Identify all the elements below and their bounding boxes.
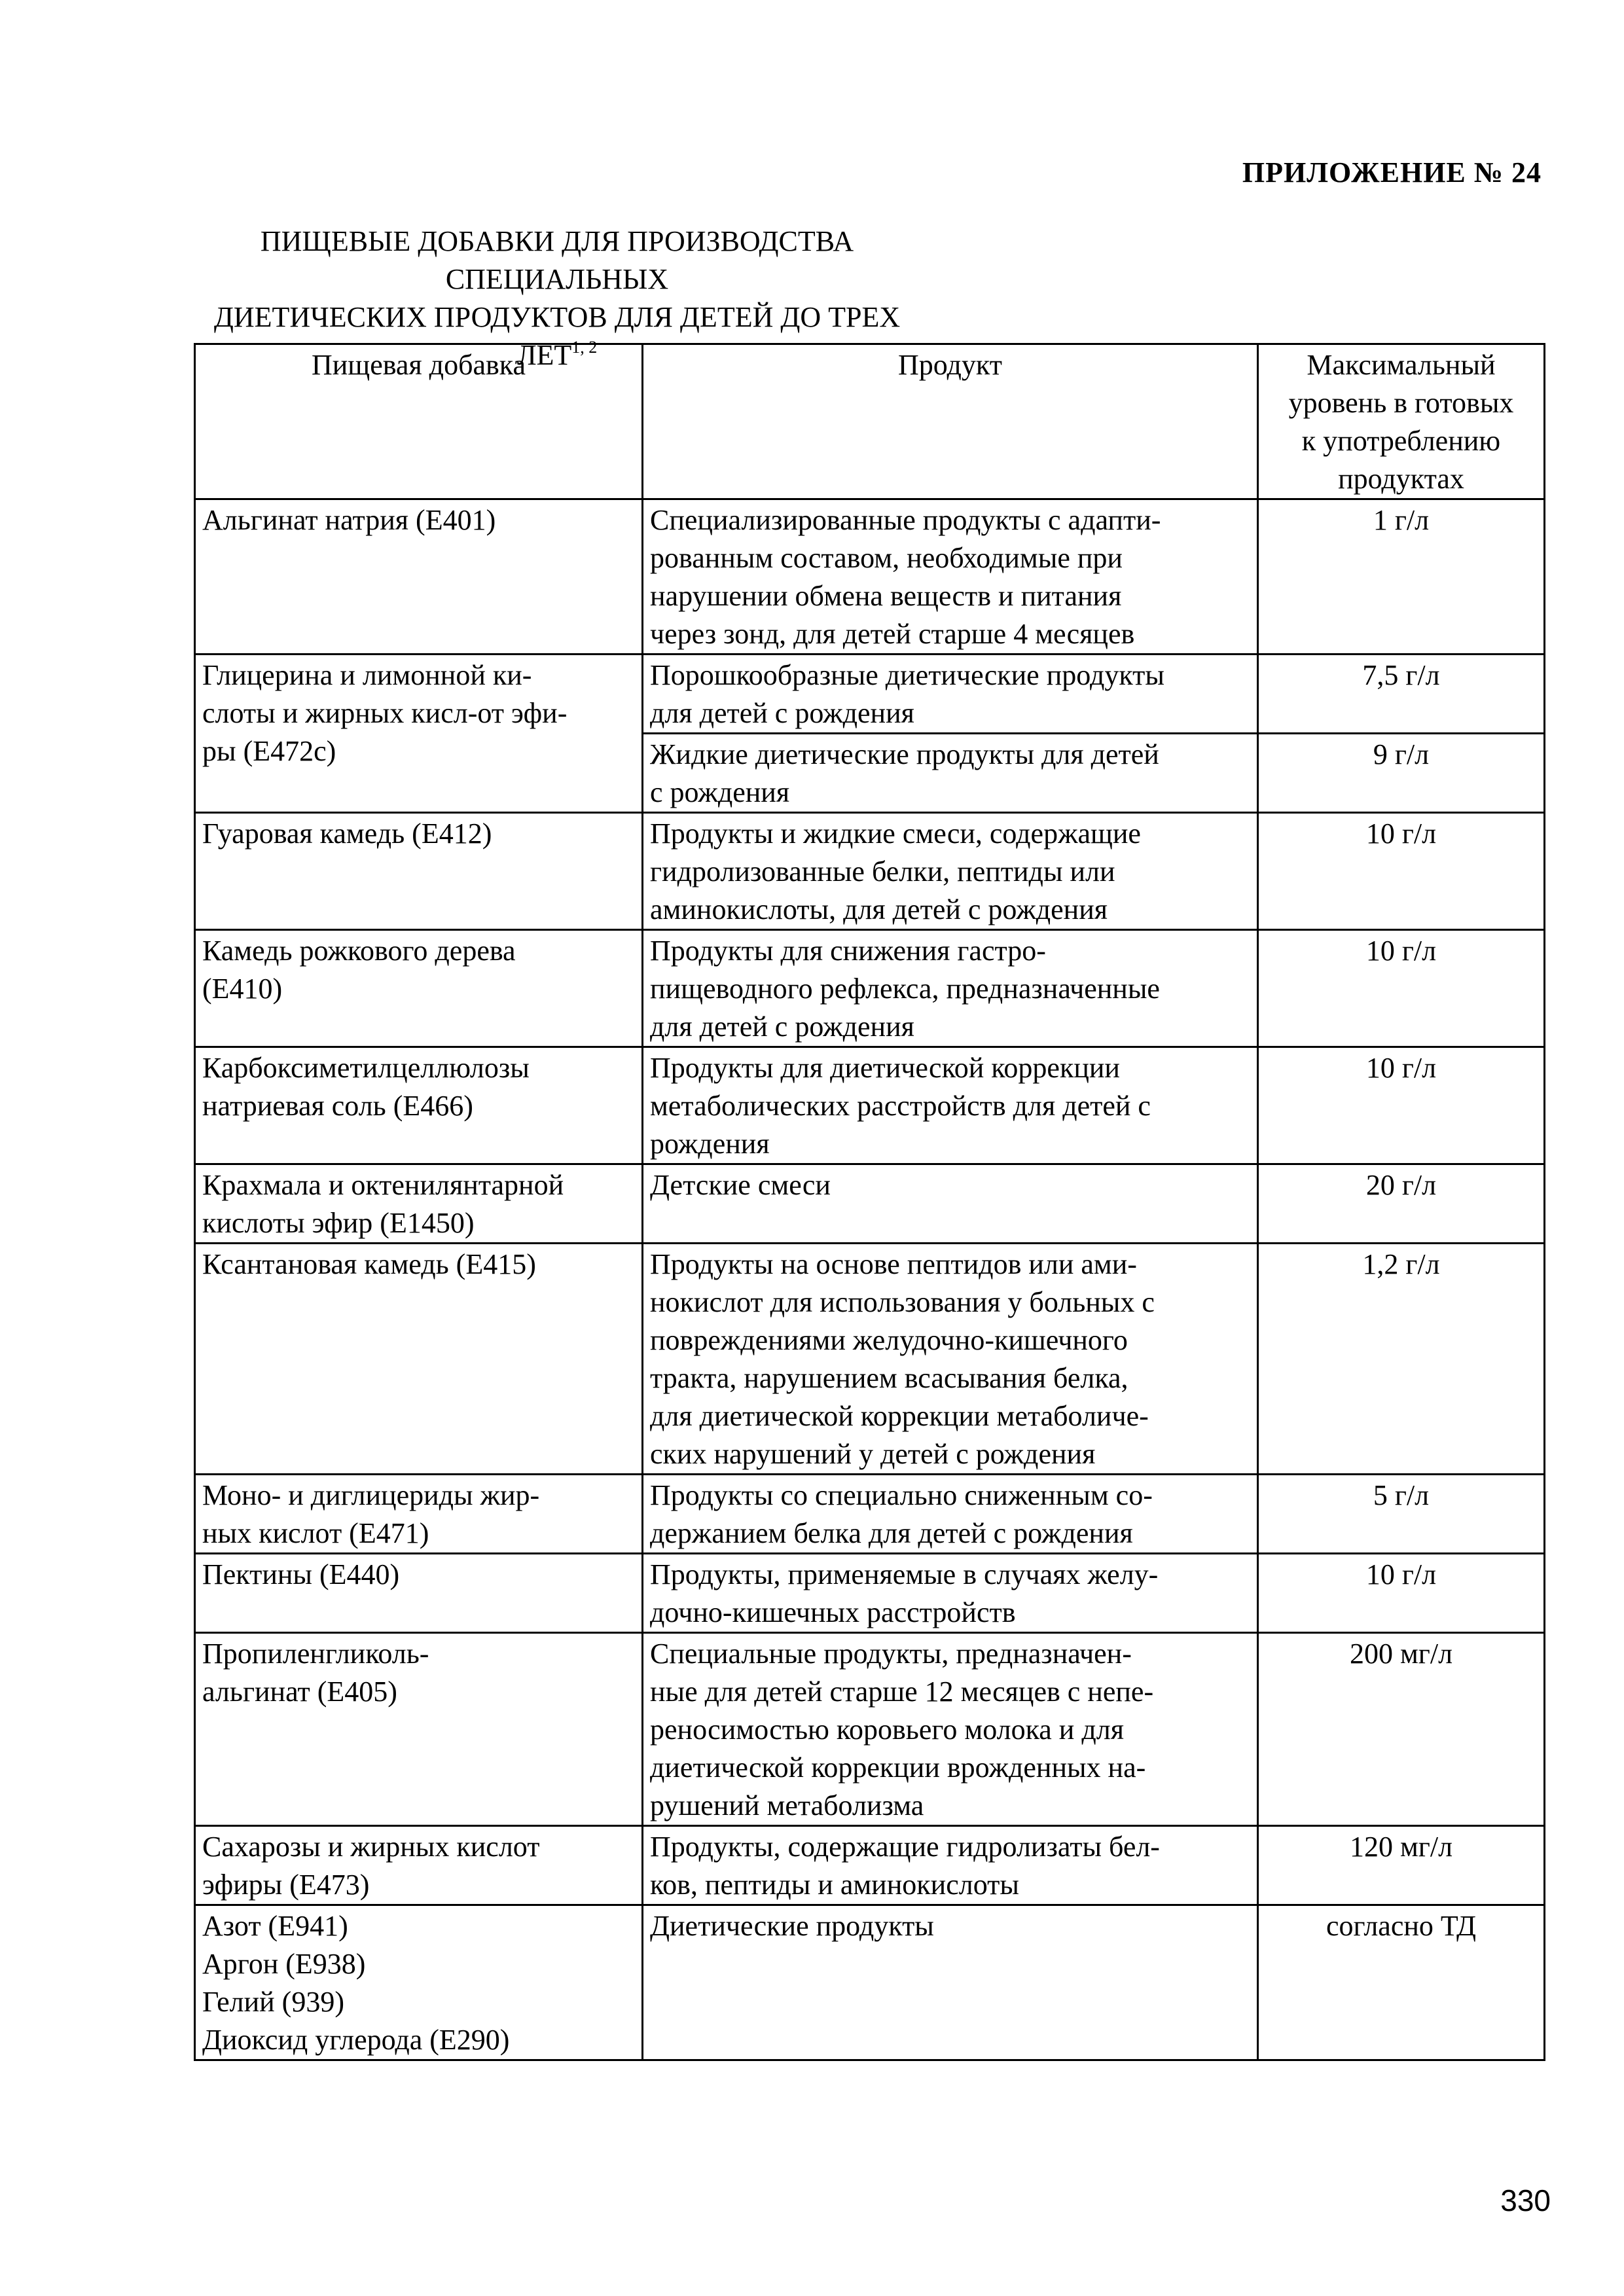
additive-cell: Пектины (Е440) <box>195 1554 643 1633</box>
level-cell: 10 г/л <box>1258 1047 1545 1164</box>
level-cell: 10 г/л <box>1258 813 1545 930</box>
product-cell: Продукты для снижения гастро- пищеводного рефлекса, предназначенные для детей с рождения <box>643 930 1258 1047</box>
appendix-label: ПРИЛОЖЕНИЕ № 24 <box>1242 156 1542 188</box>
table-row <box>195 1905 1545 2060</box>
product-cell: Продукты на основе пептидов или ами- нокислот для использования у больных с повреждениями желудочно-кишечного тракта, нарушением всасывания белка, для диетической коррекции метаболиче- ских нарушений у детей с рождения <box>643 1244 1258 1475</box>
product-cell: Продукты для диетической коррекции метаболических расстройств для детей с рождения <box>643 1047 1258 1164</box>
level-cell: 20 г/л <box>1258 1164 1545 1244</box>
additive-cell: Сахарозы и жирных кислот эфиры (Е473) <box>195 1826 643 1905</box>
additive-cell: Азот (Е941) Аргон (Е938) Гелий (939) Диоксид углерода (Е290) <box>195 1905 643 2060</box>
level-cell: 9 г/л <box>1258 734 1545 813</box>
additives-table <box>194 343 1545 2061</box>
product-cell: Специализированные продукты с адапти- рованным составом, необходимые при нарушении обмена веществ и питания через зонд, для детей старше 4 месяцев <box>643 499 1258 655</box>
column-header-product: Продукт <box>643 344 1258 499</box>
column-header-max-level: Максимальный уровень в готовых к употреблению продуктах <box>1258 344 1545 499</box>
level-cell: 5 г/л <box>1258 1475 1545 1554</box>
level-cell: 1 г/л <box>1258 499 1545 655</box>
title-line-2-text: ДИЕТИЧЕСКИХ ПРОДУКТОВ ДЛЯ ДЕТЕЙ ДО ТРЕХ ЛЕТ <box>213 301 901 371</box>
product-cell: Продукты, содержащие гидролизаты бел- ков, пептиды и аминокислоты <box>643 1826 1258 1905</box>
column-header-additive: Пищевая добавка <box>195 344 643 499</box>
product-cell: Специальные продукты, предназначен- ные для детей старше 12 месяцев с непе- реносимостью коровьего молока и для диетической коррекции врожденных на- рушений метаболизма <box>643 1633 1258 1826</box>
title-footnote-marker: 1, 2 <box>571 338 598 357</box>
title-line-1: ПИЩЕВЫЕ ДОБАВКИ ДЛЯ ПРОИЗВОДСТВА СПЕЦИАЛЬНЫХ <box>260 225 854 295</box>
product-cell: Диетические продукты <box>643 1905 1258 2060</box>
table-row <box>195 1047 1545 1164</box>
additive-cell: Гуаровая камедь (Е412) <box>195 813 643 930</box>
additive-cell: Карбоксиметилцеллюлозы натриевая соль (Е466) <box>195 1047 643 1164</box>
table-row <box>195 930 1545 1047</box>
product-cell: Продукты, применяемые в случаях желу- дочно-кишечных расстройств <box>643 1554 1258 1633</box>
level-cell: 1,2 г/л <box>1258 1244 1545 1475</box>
table-row <box>195 1475 1545 1554</box>
additive-cell: Моно- и диглицериды жир- ных кислот (Е471) <box>195 1475 643 1554</box>
additive-cell: Ксантановая камедь (Е415) <box>195 1244 643 1475</box>
table-row <box>195 1164 1545 1244</box>
product-cell: Жидкие диетические продукты для детей с рождения <box>643 734 1258 813</box>
level-cell: 10 г/л <box>1258 930 1545 1047</box>
product-cell: Продукты и жидкие смеси, содержащие гидролизованные белки, пептиды или аминокислоты, для детей с рождения <box>643 813 1258 930</box>
level-cell: 7,5 г/л <box>1258 655 1545 734</box>
level-cell: согласно ТД <box>1258 1905 1545 2060</box>
additive-cell: Пропиленгликоль- альгинат (Е405) <box>195 1633 643 1826</box>
table-row <box>195 1826 1545 1905</box>
page-number: 330 <box>1500 2183 1551 2217</box>
level-cell: 10 г/л <box>1258 1554 1545 1633</box>
product-cell: Порошкообразные диетические продукты для детей с рождения <box>643 655 1258 734</box>
table-row <box>195 1244 1545 1475</box>
level-cell: 200 мг/л <box>1258 1633 1545 1826</box>
table-row <box>195 655 1545 734</box>
product-cell: Продукты со специально сниженным со- держанием белка для детей с рождения <box>643 1475 1258 1554</box>
additive-cell: Глицерина и лимонной ки- слоты и жирных кисл-от эфи- ры (Е472с) <box>195 655 643 813</box>
product-cell: Детские смеси <box>643 1164 1258 1244</box>
additive-cell: Альгинат натрия (Е401) <box>195 499 643 655</box>
table-row <box>195 1633 1545 1826</box>
table-row <box>195 499 1545 655</box>
level-cell: 120 мг/л <box>1258 1826 1545 1905</box>
additive-cell: Камедь рожкового дерева (Е410) <box>195 930 643 1047</box>
table-row <box>195 813 1545 930</box>
table-header-row <box>195 344 1545 499</box>
additive-cell: Крахмала и октенилянтарной кислоты эфир (Е1450) <box>195 1164 643 1244</box>
table-row <box>195 1554 1545 1633</box>
